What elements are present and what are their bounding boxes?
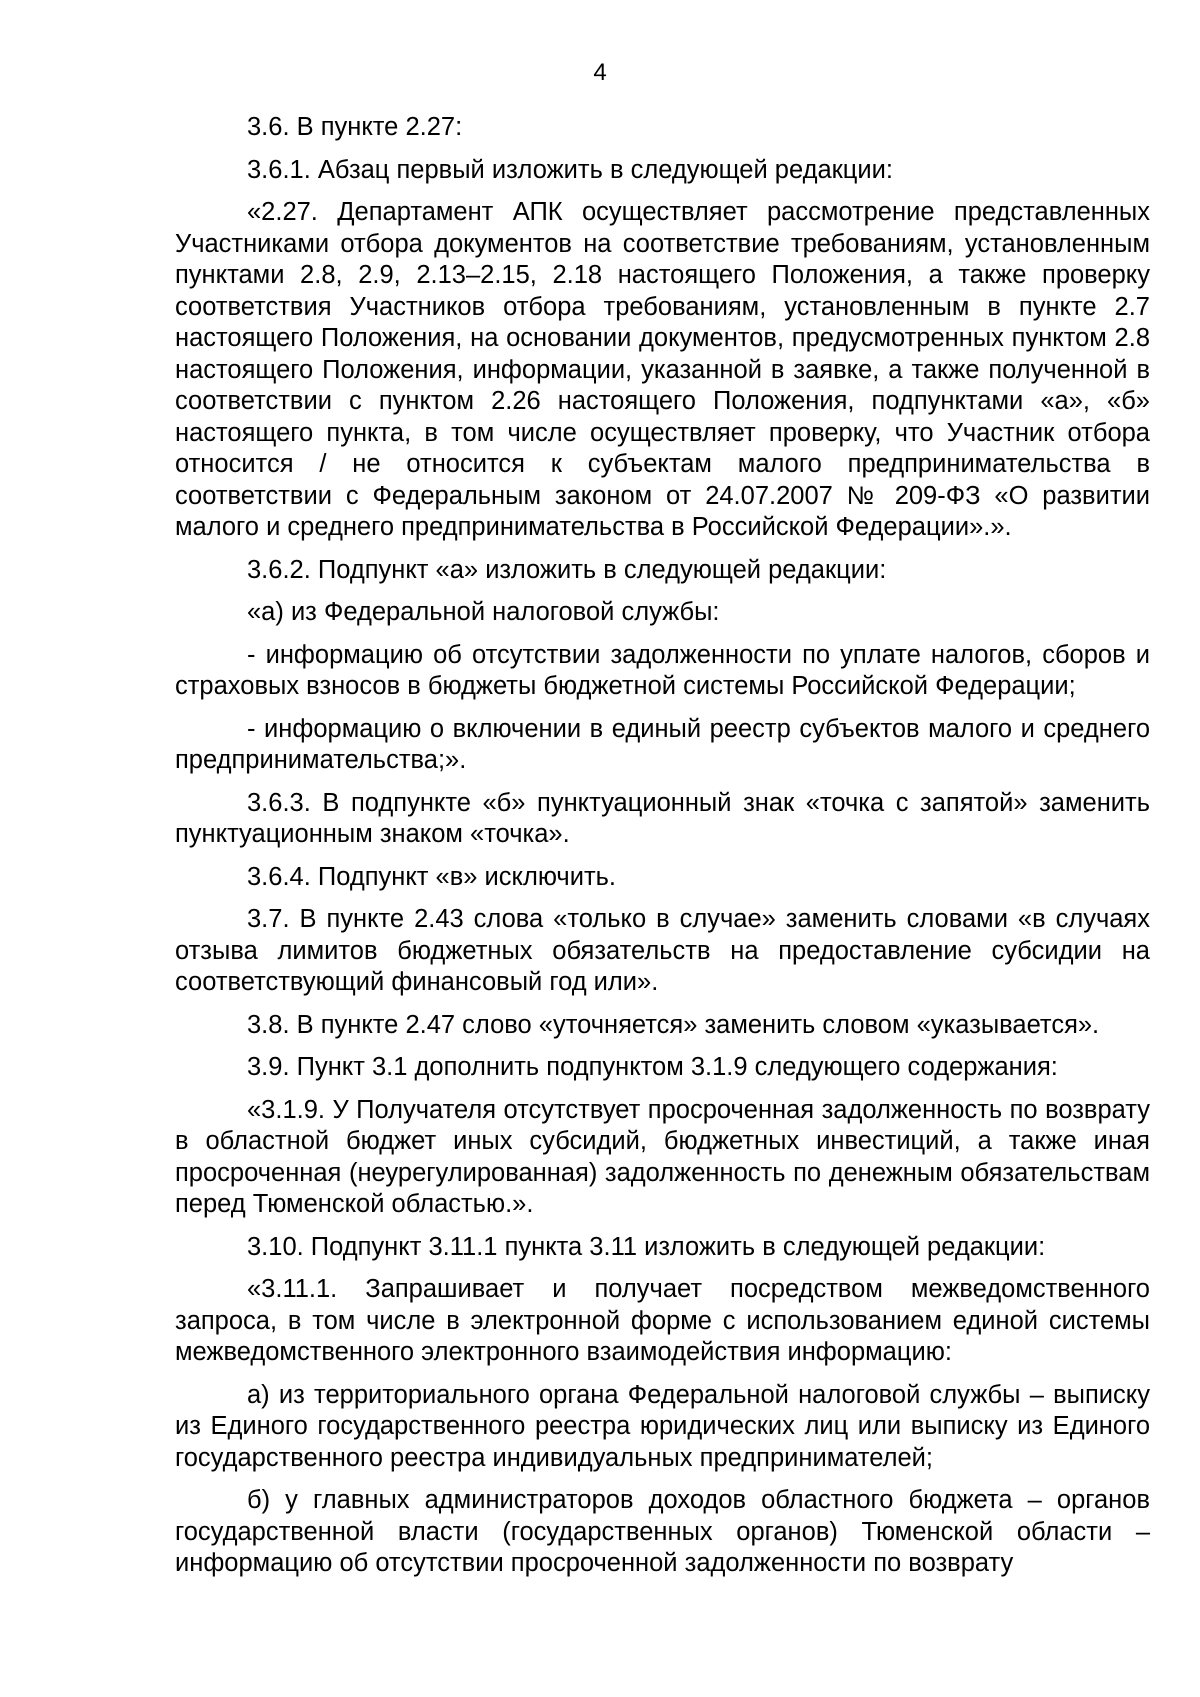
paragraph-3-8: 3.8. В пункте 2.47 слово «уточняется» заменить словом «указывается». <box>247 1010 1100 1039</box>
paragraph-3-9: 3.9. Пункт 3.1 дополнить подпунктом 3.1.9 следующего содержания: <box>247 1053 1058 1081</box>
paragraph-sme-registry-info: - информацию о включении в единый реестр субъектов малого и среднего предпринимательства;». <box>175 714 1150 774</box>
paragraph-tax-debt-info: - информацию об отсутствии задолженности по уплате налогов, сборов и страховых взносов в бюджеты бюджетной системы Российской Федерации; <box>175 640 1150 700</box>
page-number: 4 <box>593 59 607 86</box>
paragraph-3-6-3: 3.6.3. В подпункте «б» пунктуационный знак «точка с запятой» заменить пунктуационным знаком «точка». <box>175 788 1150 848</box>
paragraph-3-1-9-text: «3.1.9. У Получателя отсутствует просроченная задолженность по возврату в областной бюджет иных субсидий, бюджетных инвестиций, а также иная просроченная (неурегулированная) задолженность по денежным обязательствам перед Тюменской областью.». <box>175 1095 1150 1218</box>
paragraph-subitem-a: «а) из Федеральной налоговой службы: <box>247 598 720 626</box>
paragraph-3-11-1-text: «3.11.1. Запрашивает и получает посредством межведомственного запроса, в том числе в электронной форме с использованием единой системы межведомственного электронного взаимодействия информацию: <box>175 1275 1150 1366</box>
paragraph-item-a-tax-service: а) из территориального органа Федеральной налоговой службы – выписку из Единого государственного реестра юридических лиц или выписку из Единого государственного реестра индивидуальных предпринимателей; <box>175 1380 1150 1472</box>
paragraph-3-6-1: 3.6.1. Абзац первый изложить в следующей редакции: <box>247 155 893 184</box>
paragraph-item-b-administrators: б) у главных администраторов доходов областного бюджета – органов государственной власти (государственных органов) Тюменской области – информацию об отсутствии просроченной задолженности по возврату <box>175 1486 1150 1577</box>
paragraph-3-7: 3.7. В пункте 2.43 слова «только в случае» заменить словами «в случаях отзыва лимитов бюджетных обязательств на предоставление субсидии на соответствующий финансовый год или». <box>175 905 1150 996</box>
document-body <box>175 112 1150 1580</box>
paragraph-2-27-text: «2.27. Департамент АПК осуществляет рассмотрение представленных Участниками отбора документов на соответствие требованиям, установленным пунктами 2.8, 2.9, 2.13–2.15, 2.18 настоящего Положения, а также проверку соответствия Участников отбора требованиям, установленным в пункте 2.7 настоящего Положения, на основании документов, предусмотренных пунктом 2.8 настоящего Положения, информации, указанной в заявке, а также полученной в соответствии с пунктом 2.26 настоящего Положения, подпунктами «а», «б» настоящего пункта, в том числе осуществляет проверку, что Участник отбора относится / не относится к субъектам малого предпринимательства в соответствии с Федеральным законом от 24.07.2007 № 209-ФЗ «О развитии малого и среднего предпринимательства в Российской Федерации».». <box>175 198 1150 541</box>
paragraph-3-10: 3.10. Подпункт 3.11.1 пункта 3.11 изложить в следующей редакции: <box>247 1232 1046 1261</box>
paragraph-3-6-2: 3.6.2. Подпункт «а» изложить в следующей редакции: <box>247 555 887 584</box>
paragraph-3-6: 3.6. В пункте 2.27: <box>247 113 463 141</box>
paragraph-3-6-4: 3.6.4. Подпункт «в» исключить. <box>247 862 617 891</box>
